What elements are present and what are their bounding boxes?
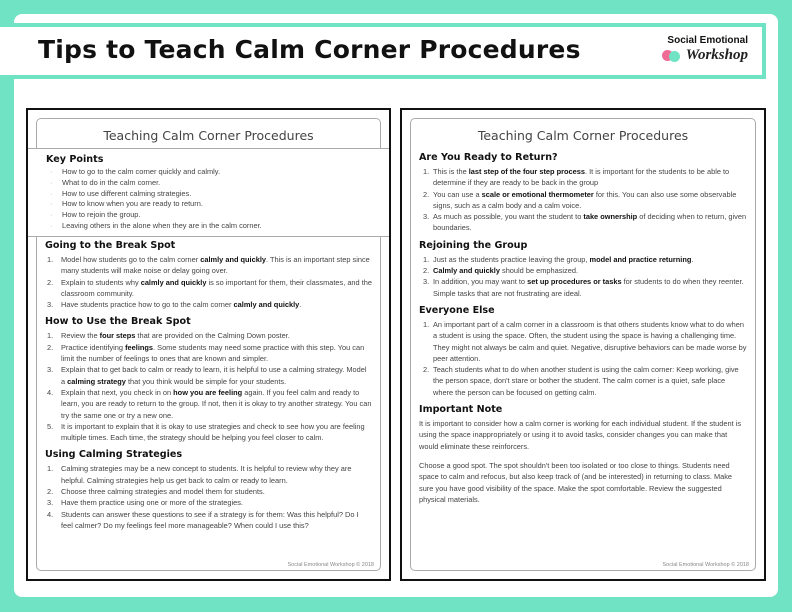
copyright-footer: Social Emotional Workshop © 2018 [287, 562, 374, 568]
list-item: 2. You can use a scale or emotional thermometer for this. You can also use some observable signs, such as a calm body and a calm voice. [423, 189, 737, 210]
section-title: Everyone Else [419, 304, 495, 316]
section [45, 315, 372, 443]
brand-logo [658, 35, 748, 69]
section [45, 448, 372, 531]
numbered-list [419, 254, 747, 299]
list-item: 1. This is the last step of the four step process. It is important for the students to be able to determine if they are ready to be back in the group [423, 167, 730, 188]
list-item: · What to do in the calm corner. [46, 178, 389, 189]
section [419, 304, 747, 398]
copyright-footer: Social Emotional Workshop © 2018 [662, 562, 749, 568]
page-frame [36, 118, 381, 571]
list-item: 1. Model how students go to the calm corner calmly and quickly. This is an important step since many students will make noise or delay going over. [47, 255, 370, 276]
section-title: Important Note [419, 404, 503, 416]
list-item: 1. An important part of a calm corner in a classroom is that others students know what to do when a student is using the space. Often, the student using the space is having a challenging time. They might not always be calm and quiet. Negative, disruptive behaviors can be made worse by peer attention. [423, 319, 747, 363]
section-title: Going to the Break Spot [45, 240, 176, 251]
list-item: 3. Explain that to get back to calm or ready to learn, it is helpful to use a calming strategy. Model a calming strategy that you think would be simple for your students. [47, 365, 367, 386]
section-title: Using Calming Strategies [45, 449, 183, 461]
list-item: 2. Choose three calming strategies and model them for students. [47, 487, 265, 497]
logo-text-bottom: Workshop [685, 47, 748, 63]
document-title: Teaching Calm Corner Procedures [477, 128, 689, 143]
list-item: 5. It is important to explain that it is okay to use strategies and check to see how you are feeling multiple times. Each time, the strategy should be helping you feel closer to calm. [47, 421, 365, 443]
title-banner [0, 23, 766, 79]
list-item: 2. Calmly and quickly should be emphasized. [423, 266, 579, 276]
page-title: Tips to Teach Calm Corner Procedures [38, 35, 581, 64]
list-item: · How to rejoin the group. [46, 210, 389, 221]
right-page-content [411, 151, 755, 510]
list-item: · How to use different calming strategies. [46, 189, 389, 200]
paragraph: Choose a good spot. The spot shouldn't been too isolated or too close to things. Students need space to calm and refocus, but also keep track of (and be interested) in returning to class. Make sure you have good visibility of the space. Make the spot comfortable. Review the suggested physical materials. [419, 460, 733, 504]
list-item: 1. Review the four steps that are provided on the Calming Down poster. [47, 331, 290, 341]
list-item: 2. Practice identifying feelings. Some students may need some practice with this step. You can limit the number of feelings to ones that are known and simpler. [47, 342, 365, 364]
numbered-list [45, 254, 372, 310]
list-item: · Leaving others in the alone when they are in the calm corner. [46, 221, 389, 232]
key-points-list [46, 167, 389, 232]
section-title: Key Points [46, 154, 104, 165]
list-item: 2. Teach students what to do when another student is using the calm corner: Keep working, give the person space, don't stare or bother the student. The calm corner is a quiet, safe place where the person can be focused on getting calm. [423, 365, 739, 397]
hearts-icon [660, 48, 684, 62]
numbered-list [45, 330, 372, 443]
document-page-left [26, 108, 391, 581]
document-title: Teaching Calm Corner Procedures [103, 128, 314, 143]
numbered-list [45, 463, 372, 531]
list-item: 4. Students can answer these questions to see if a strategy is for them: Was this helpful? Do I feel calmer? Do my feelings feel more manageable? When could I use this? [47, 509, 359, 530]
list-item: · How to know when you are ready to return. [46, 199, 389, 210]
list-item: 3. As much as possible, you want the student to take ownership of deciding when to return, given boundaries. [423, 212, 747, 233]
list-item: 3. In addition, you may want to set up procedures or tasks for students to do when they reenter. Simple tasks that are not frustrating are ideal. [423, 277, 744, 298]
numbered-list [419, 319, 747, 398]
list-item: 1. Calming strategies may be a new concept to students. It is helpful to review why they are helpful. Calming strategies help us get back to calm or ready to learn. [47, 464, 352, 485]
left-page-content [37, 239, 380, 536]
logo-text-top: Social Emotional [667, 35, 748, 46]
paragraph: It is important to consider how a calm corner is working for each individual student. If the student is using the space inappropriately or using it to avoid tasks, consider changes you can make that would eliminate these reinforcers. [419, 419, 742, 451]
document-page-right [400, 108, 766, 581]
section-title: Are You Ready to Return? [419, 152, 558, 163]
list-item: 2. Explain to students why calmly and quickly is so important for them, their classmates, and the classroom community. [47, 277, 372, 298]
section-title: How to Use the Break Spot [45, 316, 191, 328]
section [45, 239, 372, 310]
key-points-box [28, 148, 389, 237]
list-item: 4. Explain that next, you check in on how you are feeling again. If you feel calm and ready to learn, you are ready to return to the group. If not, then it is okay to try another strategy. You can try the same one or try a new one. [47, 387, 372, 420]
section [419, 151, 747, 234]
important-note [419, 403, 747, 505]
section [419, 239, 747, 299]
list-item: 3. Have them practice using one or more of the strategies. [47, 498, 243, 508]
numbered-list [419, 166, 747, 234]
list-item: 1. Just as the students practice leaving the group, model and practice returning. [423, 254, 694, 264]
page-frame [410, 118, 756, 571]
list-item: · How to go to the calm corner quickly and calmly. [46, 167, 389, 178]
section-title: Rejoining the Group [419, 239, 528, 251]
list-item: 3. Have students practice how to go to the calm corner calmly and quickly. [47, 300, 302, 310]
